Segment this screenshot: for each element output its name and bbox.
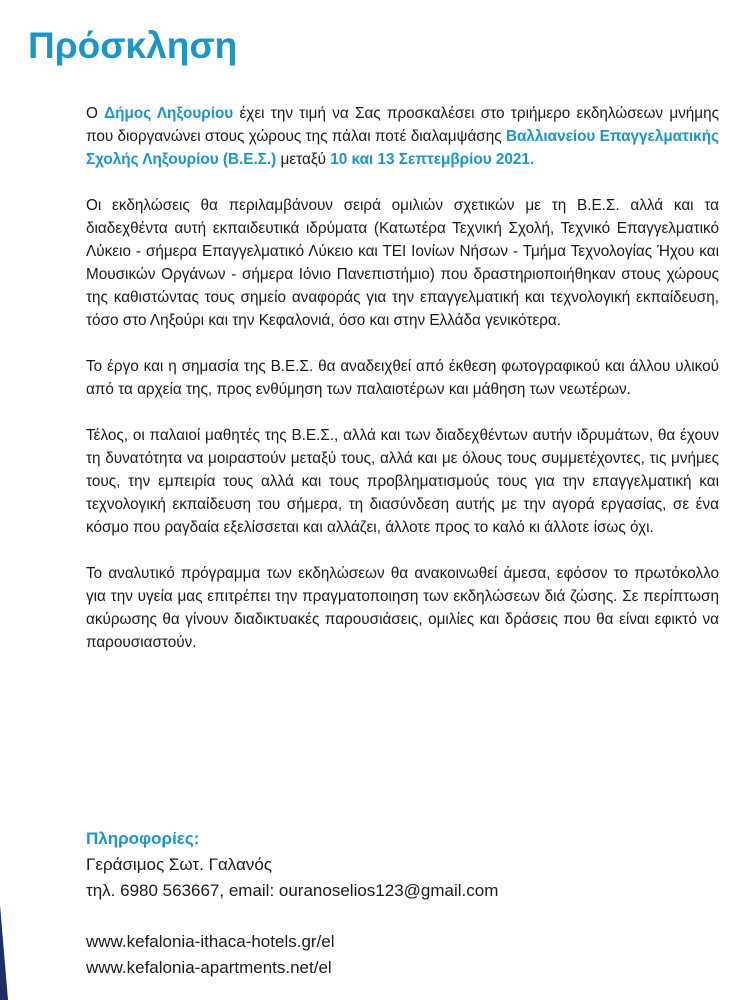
municipality-name: Δήμος Ληξουρίου: [104, 105, 234, 122]
school-name: Βαλλιανείου Επαγγελματικής Σχολής Ληξουρίου (Β.Ε.Σ.): [86, 128, 719, 168]
contact-name: Γεράσιμος Σωτ. Γαλανός: [86, 855, 272, 874]
corner-decoration: [0, 905, 8, 1000]
page-title: Πρόσκληση: [28, 25, 238, 66]
intro-text-3: μεταξύ: [276, 151, 331, 168]
event-dates: 10 και 13 Σεπτεμβρίου 2021.: [330, 151, 535, 168]
invitation-body: [86, 102, 719, 677]
spacer: [86, 904, 498, 929]
paragraph-talks: Οι εκδηλώσεις θα περιλαμβάνουν σειρά ομιλιών σχετικών με τη Β.Ε.Σ. αλλά και τα διαδεχθέντα αυτή εκπαιδευτικά ιδρύματα (Κατωτέρα Τεχνική Σχολή, Τεχνικό Επαγγελματικό Λύκειο - σήμερα Επαγγελματικό Λύκειο και ΤΕΙ Ιονίων Νήσων - Τμήμα Τεχνολογίας Ήχου και Μουσικών Οργάνων - σήμερα Ιόνιο Πανεπιστήμιο) που δραστηριοποιήθηκαν στους χώρους της καθιστώντας τους σημείο αναφοράς για την επαγγελματική και τεχνολογική εκπαίδευση, τόσο στο Ληξούρι και την Κεφαλονιά, όσο και στην Ελλάδα γενικότερα.: [86, 197, 719, 329]
paragraph-program: Το αναλυτικό πρόγραμμα των εκδηλώσεων θα ανακοινωθεί άμεσα, εφόσον το πρωτόκολλο για την υγεία μας επιτρέπει την πραγματοποιηση των εκδηλώσεων διά ζώσης. Σε περίπτωση ακύρωσης θα γίνουν διαδικτυακές παρουσιάσεις, ομιλίες και δράσεις που θα είναι εφικτό να παρουσιαστούν.: [86, 565, 719, 651]
paragraph-exhibition: Το έργο και η σημασία της Β.Ε.Σ. θα αναδειχθεί από έκθεση φωτογραφικού και άλλου υλικού από τα αρχεία της, προς ενθύμηση των παλαιοτέρων και μάθηση των νεωτέρων.: [86, 358, 719, 398]
paragraph-alumni: Τέλος, οι παλαιοί μαθητές της Β.Ε.Σ., αλλά και των διαδεχθέντων αυτήν ιδρυμάτων, θα έχουν τη δυνατότητα να μοιραστούν μεταξύ τους, αλλά και με όλους τους συμμετέχοντες, τις μνήμες τους, την εμπειρία τους αλλά και τους προβληματισμούς τους για την επαγγελματική και τεχνολογική εκπαίδευση του σήμερα, τη διασύνδεση αυτής με την αγορά εργασίας, σε ένα κόσμο που ραγδαία εξελίσσεται και αλλάζει, άλλοτε προς το καλό κι άλλοτε ίσως όχι.: [86, 427, 719, 536]
link-apartments[interactable]: www.kefalonia-apartments.net/el: [86, 958, 332, 977]
contact-info: [86, 826, 498, 981]
contact-label: Πληροφορίες:: [86, 829, 200, 848]
contact-phone-email: τηλ. 6980 563667, email: ouranoselios123@gmail.com: [86, 881, 499, 900]
paragraph-intro: [86, 102, 719, 171]
intro-text-2: έχει την τιμή να Σας προσκαλέσει στο τριήμερο εκδηλώσεων μνήμης που διοργανώνει στους χώρους της πάλαι ποτέ διαλαμψάσης: [86, 105, 719, 145]
intro-text-1: Ο: [86, 105, 105, 122]
link-hotels[interactable]: www.kefalonia-ithaca-hotels.gr/el: [86, 932, 335, 951]
